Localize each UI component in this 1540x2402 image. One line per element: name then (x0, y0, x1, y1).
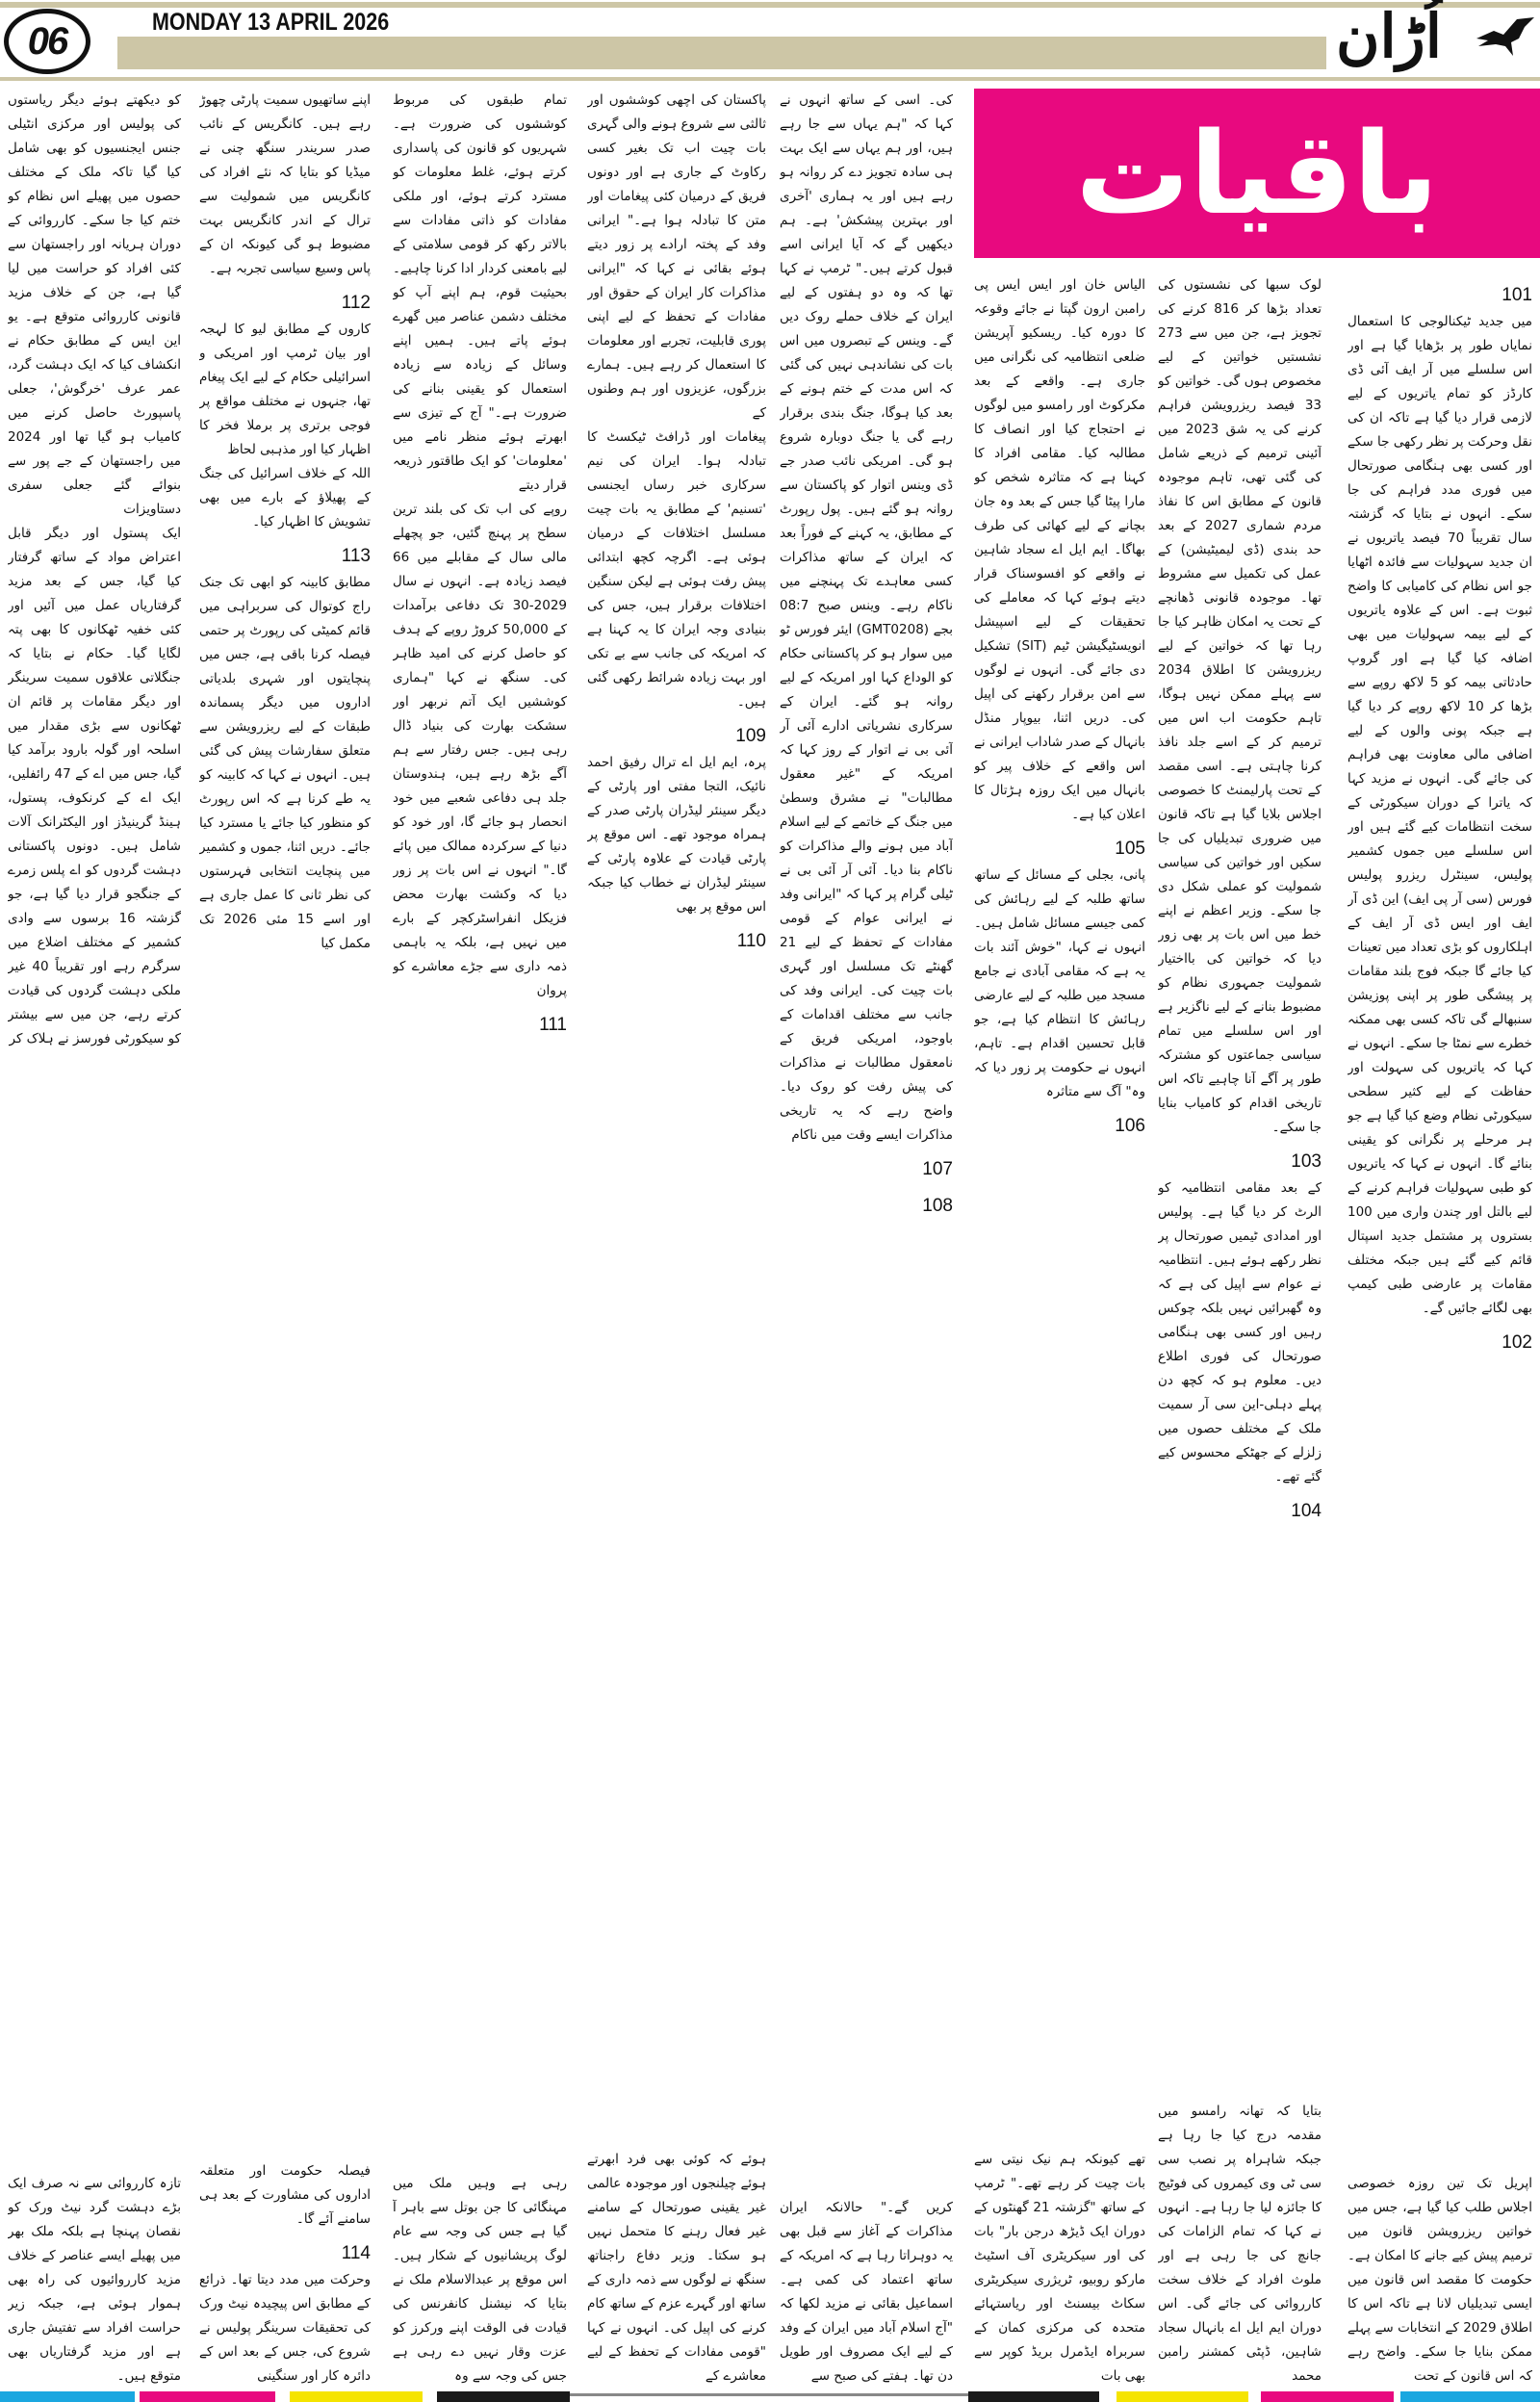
article-text: وحرکت میں مدد دیتا تھا۔ ذرائع کے مطابق اس پیچیدہ نیٹ ورک کی تحقیقات سرینگر پولیس نے شروع کی، جس کے بعد اس کے دائرہ کار اور سنگینی (199, 2272, 371, 2384)
article-text: ہوئے کہ کوئی بھی فرد ابھرتے ہوئے چیلنجوں اور موجودہ عالمی غیر یقینی صورتحال کے سامنے غیر فعال رہنے کا متحمل نہیں ہو سکتا۔ وزیر دفاع راجناتھ سنگھ نے لوگوں سے ذمہ داری کے ساتھ اور گہرے عزم کے ساتھ کام کرنے کی اپیل کی۔ انہوں نے کہا "قومی مفادات کے تحفظ کے لیے معاشرے کے (587, 2152, 766, 2384)
print-mark-line (570, 2393, 968, 2396)
column-top-stories (1348, 273, 1532, 1357)
column-bottom-stories (974, 2148, 1145, 2389)
column-bottom-stories (1348, 2172, 1532, 2389)
story-number: 106 (1115, 1116, 1145, 1136)
article-text: میں جدید ٹیکنالوجی کا استعمال نمایاں طور پر بڑھایا گیا ہے اور اس سلسلے میں آر ایف آئی ڈی کارڈز کو تمام یاتریوں کے لیے لازمی قرار دیا گیا ہے تاکہ ان کی نقل وحرکت پر نظر رکھی جا سکے اور کسی بھی ہنگامی صورتحال میں فوری مدد فراہم کی جا سکے۔ انہوں نے بتایا کہ گزشتہ سال تقریباً 70 فیصد یاتریوں نے ان جدید سہولیات سے فائدہ اٹھایا جو اس نظام کی کامیابی کا واضح ثبوت ہے۔ اس کے علاوہ یاتریوں کے لیے بیمہ سہولیات میں بھی اضافہ کیا گیا ہے اور گروپ حادثاتی بیمہ کو 5 لاکھ روپے سے بڑھا کر 10 لاکھ روپے کر دیا گیا ہے جبکہ پونی والوں کے لیے اضافی مالی معاونت بھی فراہم کی جائے گی۔ انہوں نے مزید کہا کہ یاترا کے دوران سیکورٹی کے سخت انتظامات کیے گئے ہیں اور اس سلسلے میں جموں کشمیر پولیس، سینٹرل ریزرو پولیس فورس (سی آر پی ایف) این ڈی آر ایف اور ایس ڈی آر ایف کے اہلکاروں کو بڑی تعداد میں تعینات کیا جائے گا جبکہ فوج بلند مقامات پر پیشگی طور پر اپنی پوزیشن سنبھالے گی تاکہ کسی بھی ممکنہ خطرے سے نمٹا جا سکے۔ انہوں نے کہا کہ یاتریوں کی سہولت اور حفاظت کے لیے کثیر سطحی سیکورٹی نظام وضع کیا گیا ہے جو ہر مرحلے پر نگرانی کو یقینی بنائے گا۔ انہوں نے کہا کہ یاتریوں کو طبی سہولیات فراہم کرنے کے لیے بالتل اور چندن واری میں 100 بستروں پر مشتمل جدید اسپتال قائم کیے گئے ہیں جبکہ مختلف مقامات پر عارضی طبی کیمپ بھی لگائے جائیں گے۔ (1348, 314, 1532, 1316)
article-text: کے بعد مقامی انتظامیہ کو الرٹ کر دیا گیا ہے۔ پولیس اور امدادی ٹیمیں صورتحال پر نظر رکھے ہوئے ہیں۔ انتظامیہ نے عوام سے اپیل کی ہے کہ وہ گھبرائیں نہیں بلکہ چوکس رہیں اور کسی بھی ہنگامی صورتحال کی فوری اطلاع دیں۔ معلوم ہو کہ کچھ دن پہلے دہلی-این سی آر سمیت ملک کے مختلف حصوں میں زلزلے کے جھٹکے محسوس کیے گئے تھے۔ (1158, 1180, 1322, 1485)
print-mark-cyan (0, 2391, 135, 2402)
print-mark-yellow (290, 2391, 423, 2402)
print-mark-yellow-right (1116, 2391, 1248, 2402)
story-number: 110 (736, 931, 766, 951)
article-text: اپریل تک تین روزہ خصوصی اجلاس طلب کیا گیا ہے، جس میں خواتین ریزرویشن قانون میں ترمیم پیش کیے جانے کا امکان ہے۔ حکومت کا مقصد اس قانون میں ایسی تبدیلیاں لانا ہے تاکہ اس کا اطلاق 2029 کے انتخابات سے پہلے ممکن بنایا جا سکے۔ واضح رہے کہ اس قانون کے تحت (1348, 2176, 1532, 2384)
article-text: کاروں کے مطابق لیو کا لہجہ اور بیان ٹرمپ اور امریکی و اسرائیلی حکام کے لیے ایک پیغام تھا، جنہوں نے مختلف مواقع پر فوجی برتری پر برملا فخر کا اظہار کیا اور مذہبی لحاظ (199, 322, 371, 457)
column-3 (393, 89, 567, 2389)
story-number: 107 (922, 1159, 953, 1179)
article-text: مطابق کابینہ کو ابھی تک جنک راج کوتوال کی سربراہی میں قائم کمیٹی کی رپورٹ پر حتمی فیصلہ کرنا باقی ہے، جس میں پنچایتوں اور شہری بلدیاتی اداروں میں دیگر پسماندہ طبقات کے لیے ریزرویشن سے متعلق سفارشات پیش کی گئی ہیں۔ انہوں نے کہا کہ کابینہ کو یہ طے کرنا ہے کہ اس رپورٹ کو منظور کیا جائے یا مسترد کیا جائے۔ دریں اثنا، جموں و کشمیر میں پنچایت انتخابی فہرستوں کی نظر ثانی کا عمل جاری ہے اور اسے 15 مئی 2026 تک مکمل کیا (199, 575, 371, 951)
column-top-stories (8, 89, 181, 1051)
article-text: کی۔ اسی کے ساتھ انہوں نے کہا کہ "ہم یہاں سے جا رہے ہیں، اور ہم یہاں سے ایک بہت ہی سادہ تجویز دے کر روانہ ہو رہے ہیں اور یہ ہماری 'آخری اور بہترین پیشکش' ہے۔ ہم دیکھیں گے کہ آیا ایرانی اسے قبول کرتے ہیں۔" ٹرمپ نے کہا تھا کہ وہ دو ہفتوں کے لیے ایران کے خلاف حملے روک دیں گے۔ وینس کے تبصروں میں اس بات کی نشاندہی نہیں کی گئی کہ اس مدت کے ختم ہونے کے بعد کیا ہوگا، جنگ بندی برقرار رہے گی یا جنگ دوبارہ شروع ہو گی۔ امریکی نائب صدر جے ڈی وینس اتوار کو پاکستان سے روانہ ہو گئے ہیں۔ پول رپورٹ کے مطابق، یہ کہنے کے فوراً بعد کہ ایران کے ساتھ مذاکرات کسی معاہدے تک پہنچنے میں ناکام رہے۔ وینس صبح 08:7 بجے (GMT0208) ایئر فورس ٹو میں سوار ہو کر پاکستانی حکام کو الوداع کہا اور امریکہ کے لیے روانہ ہو گئے۔ ایران کے سرکاری نشریاتی ادارے آئی آر آئی بی نے اتوار کے روز کہا کہ امریکہ کے "غیر معقول مطالبات" نے مشرق وسطیٰ میں جنگ کے خاتمے کے لیے اسلام آباد میں ہونے والے مذاکرات کو ناکام بنا دیا۔ آئی آر آئی بی نے ٹیلی گرام پر کہا کہ "ایرانی وفد نے ایرانی عوام کے قومی مفادات کے تحفظ کے لیے 21 گھنٹے تک مسلسل اور گہری بات چیت کی۔ ایرانی وفد کی جانب سے مختلف اقدامات کے باوجود، امریکی فریق کے نامعقول مطالبات نے مذاکرات کی پیش رفت کو روک دیا۔ واضح رہے کہ یہ تاریخی مذاکرات ایسے وقت میں ناکام (780, 92, 953, 1143)
story-number: 114 (341, 2243, 371, 2263)
column-bottom-stories (199, 2159, 371, 2389)
section-banner (974, 89, 1540, 258)
header-rule (0, 77, 1540, 81)
column-bottom-stories (8, 2172, 181, 2389)
story-number: 105 (1115, 839, 1145, 859)
column-top-stories (974, 273, 1145, 1141)
article-text: اللہ کے خلاف اسرائیل کی جنگ کے پھیلاؤ کے بارے میں بھی تشویش کا اظہار کیا۔ (199, 466, 371, 529)
article-text: پرہ، ایم ایل اے ترال رفیق احمد نائیک، التجا مفتی اور پارٹی کے دیگر سینئر لیڈران پارٹی صدر کے ہمراہ موجود تھے۔ اس موقع پر پارٹی قیادت کے علاوہ پارٹی کے سینئر لیڈران نے خطاب کیا جبکہ اس موقع پر بھی (587, 755, 766, 915)
story-number: 112 (341, 293, 371, 313)
story-number: 111 (539, 1015, 567, 1035)
article-text: تازہ کارروائی سے نہ صرف ایک بڑے دہشت گرد نیٹ ورک کو نقصان پہنچا ہے بلکہ ملک بھر میں پھیلے ایسے عناصر کے خلاف مزید کارروائیوں کی راہ بھی ہموار ہوئی ہے، جبکہ زیر حراست افراد سے تفتیش جاری ہے اور مزید گرفتاریاں بھی متوقع ہیں۔ (8, 2176, 181, 2384)
column-top-stories (393, 89, 567, 1040)
print-mark-black-right (968, 2391, 1099, 2402)
column-top-stories (1158, 273, 1322, 1526)
article-text: رہی ہے وہیں ملک میں مہنگائی کا جن بوتل سے باہر آ گیا ہے جس کی وجہ سے عام لوگ پریشانیوں کے شکار ہیں۔ اس موقع پر عبدالاسلام ملک نے بتایا کہ نیشنل کانفرنس کی قیادت فی الوقت اپنے ورکرز کو عزت وقار نہیں دے رہی ہے جس کی وجہ سے وہ (393, 2176, 567, 2384)
story-number: 109 (735, 726, 766, 746)
page-number: 06 (4, 9, 90, 74)
bird-icon (1475, 13, 1536, 60)
article-text: پانی، بجلی کے مسائل کے ساتھ ساتھ طلبہ کے لیے رہائش کی کمی جیسے مسائل شامل ہیں۔ انہوں نے کہا، "خوش آئند بات یہ ہے کہ مقامی آبادی نے جامع مسجد میں طلبہ کے لیے عارضی رہائش کا انتظام کیا ہے، جو قابل تحسین اقدام ہے۔ تاہم، انہوں نے حکومت پر زور دیا کہ وہ" آگ سے متاثرہ (974, 867, 1145, 1099)
article-text: فیصلہ حکومت اور متعلقہ اداروں کی مشاورت کے بعد ہی سامنے آئے گا۔ (199, 2163, 371, 2227)
article-text: لوک سبھا کی نشستوں کی تعداد بڑھا کر 816 کرنے کی تجویز ہے، جن میں سے 273 نشستیں خواتین کے لیے مخصوص ہوں گی۔ خواتین کو 33 فیصد ریزرویشن فراہم کرنے کی یہ شق 2023 میں آئینی ترمیم کے ذریعے شامل کی گئی تھی، تاہم موجودہ قانون کے مطابق اس کا نفاذ مردم شماری 2027 کے بعد حد بندی (ڈی لیمیٹیشن) کے عمل کی تکمیل سے مشروط تھا۔ موجودہ قانونی ڈھانچے کے تحت یہ امکان ظاہر کیا جا رہا تھا کہ خواتین کے لیے ریزرویشن کا اطلاق 2034 سے پہلے ممکن نہیں ہوگا، تاہم حکومت اب اس میں ترمیم کر کے اسے جلد نافذ کرنا چاہتی ہے۔ اسی مقصد کے تحت پارلیمنٹ کا خصوصی اجلاس بلایا گیا ہے تاکہ قانون میں ضروری تبدیلیاں کی جا سکیں اور خواتین کی سیاسی شمولیت کو عملی شکل دی جا سکے۔ وزیر اعظم نے اپنے خط میں اس بات پر بھی زور دیا کہ خواتین کی بااختیار شمولیت جمہوری نظام کو مضبوط بنانے کے لیے ناگزیر ہے اور اس سلسلے میں تمام سیاسی جماعتوں کو مشترکہ طور پر آگے آنا چاہیے تاکہ اس تاریخی اقدام کو کامیاب بنایا جا سکے۔ (1158, 277, 1322, 1135)
article-text: کریں گے۔" حالانکہ ایران مذاکرات کے آغاز سے قبل بھی یہ دوہراتا رہا ہے کہ امریکہ کے ساتھ اعتماد کی کمی ہے۔ اسماعیل بقائی نے مزید لکھا کہ "آج اسلام آباد میں ایران کے وفد کے لیے ایک مصروف اور طویل دن تھا۔ ہفتے کی صبح سے (780, 2200, 953, 2384)
masthead-logo (1336, 1, 1538, 77)
story-number: 102 (1502, 1332, 1532, 1353)
story-number: 108 (922, 1196, 953, 1216)
column-7 (1158, 273, 1322, 2389)
article-text: روپے کی اب تک کی بلند ترین سطح پر پہنچ گئیں، جو پچھلے مالی سال کے مقابلے میں 66 فیصد زیادہ ہے۔ انہوں نے سال 2029-30 تک دفاعی برآمدات کے 50,000 کروڑ روپے کے ہدف کو حاصل کرنے کی امید ظاہر کی۔ سنگھ نے کہا "ہماری کوششیں ایک آتم نربھر اور سشکت بھارت کی بنیاد ڈال رہی ہیں۔ جس رفتار سے ہم آگے بڑھ رہے ہیں، ہندوستان جلد ہی دفاعی شعبے میں خود انحصار ہو جائے گا، اور خود کو دنیا کے سرکردہ ممالک میں پائے گا۔" انہوں نے اس بات پر زور دیا کہ وکشت بھارت محض فزیکل انفراسٹرکچر کے بارے میں نہیں ہے، بلکہ یہ باہمی ذمہ داری سے جڑے معاشرے کو پروان (393, 502, 567, 998)
column-8 (1348, 273, 1532, 2389)
column-bottom-stories (393, 2172, 567, 2389)
column-top-stories (780, 89, 953, 1221)
story-number: 101 (1502, 285, 1532, 305)
column-bottom-stories (1158, 2100, 1322, 2389)
story-number: 103 (1291, 1151, 1322, 1172)
story-number: 113 (341, 546, 371, 566)
column-1 (8, 89, 181, 2389)
article-text: تھے کیونکہ ہم نیک نیتی سے بات چیت کر رہے تھے۔" ٹرمپ کے ساتھ "گزشتہ 21 گھنٹوں کے دوران ایک ڈیڑھ درجن بار" بات کی اور سیکریٹری آف اسٹیٹ مارکو روبیو، ٹریژری سیکریٹری سکاٹ بیسنٹ اور ریاستہائے متحدہ کی مرکزی کمان کے سربراہ ایڈمرل بریڈ کوپر سے بھی بات (974, 2152, 1145, 2384)
column-4 (587, 89, 766, 2389)
column-2 (199, 89, 371, 2389)
print-mark-black (437, 2391, 570, 2402)
article-text: بتایا کہ تھانہ رامسو میں مقدمہ درج کیا جا رہا ہے جبکہ شاہراہ پر نصب سی سی ٹی وی کیمروں کی فوٹیج کا جائزہ لیا جا رہا ہے۔ انہوں نے کہا کہ تمام الزامات کی جانچ کی جا رہی ہے اور ملوث افراد کے خلاف سخت کارروائی کی جائے گی۔ اس دوران ایم ایل اے بانہال سجاد شاہین، ڈپٹی کمشنر رامبن محمد (1158, 2104, 1322, 2384)
article-text: پیغامات اور ڈرافٹ ٹیکسٹ کا تبادلہ ہوا۔ ایران کی نیم سرکاری خبر رساں ایجنسی 'تسنیم' کے مطابق یہ بات چیت مسلسل اختلافات کے درمیان ہوئی ہے۔ اگرچہ کچھ ابتدائی پیش رفت ہوئی ہے لیکن سنگین اختلافات برقرار ہیں، جس کی بنیادی وجہ ایران کا یہ کہنا ہے کہ امریکہ کی جانب سے بے تکی اور بہت زیادہ شرائط رکھی گئی ہیں۔ (587, 429, 766, 710)
article-text: تمام طبقوں کی مربوط کوششوں کی ضرورت ہے۔ شہریوں کو قانون کی پاسداری کرتے ہوئے، غلط معلومات کو مسترد کرتے ہوئے، اور ملکی مفادات کو ذاتی مفادات سے بالاتر رکھ کر قومی سلامتی کے لیے بامعنی کردار ادا کرنا چاہیے۔ بحیثیت قوم، ہم اپنے آپ کو مختلف دشمن عناصر میں گھرے ہوئے پاتے ہیں۔ ہمیں اپنے وسائل کے زیادہ سے زیادہ استعمال کو یقینی بنانے کی ضرورت ہے۔" آج کے تیزی سے ابھرتے ہوئے منظر نامے میں 'معلومات' کو ایک طاقتور ذریعہ قرار دیتے (393, 92, 567, 493)
header-bar (117, 37, 1326, 69)
column-bottom-stories (780, 2196, 953, 2389)
print-mark-cyan-right (1400, 2391, 1540, 2402)
article-text: پاکستان کی اچھی کوششوں اور ثالثی سے شروع ہونے والی گہری بات چیت اب تک بغیر کسی رکاوٹ کے جاری ہے اور دونوں فریق کے درمیان کئی پیغامات اور متن کا تبادلہ ہوا ہے۔" ایرانی وفد کے پختہ ارادے پر زور دیتے ہوئے بقائی نے کہا کہ "ایرانی مذاکرات کار ایران کے حقوق اور مفادات کے تحفظ کے لیے اپنی پوری قابلیت، تجربے اور معلومات کا استعمال کر رہے ہیں۔ ہمارے بزرگوں، عزیزوں اور ہم وطنوں کے (587, 92, 766, 421)
column-5 (780, 89, 953, 2389)
column-6 (974, 273, 1145, 2389)
column-top-stories (199, 89, 371, 956)
story-number: 104 (1291, 1501, 1322, 1521)
article-text: اپنے ساتھیوں سمیت پارٹی چھوڑ رہے ہیں۔ کانگریس کے نائب صدر سریندر سنگھ چنی نے میڈیا کو بتایا کہ نئے افراد کی کانگریس میں شمولیت سے ترال کے اندر کانگریس بہت مضبوط ہو گی کیونکہ ان کے پاس وسیع سیاسی تجربہ ہے۔ (199, 92, 371, 276)
article-text: ایک پستول اور دیگر قابل اعتراض مواد کے ساتھ گرفتار کیا گیا، جس کے بعد مزید گرفتاریاں عمل میں آئیں اور کئی خفیہ ٹھکانوں کا بھی پتہ لگایا گیا۔ حکام نے بتایا کہ جنگلاتی علاقوں سمیت سرینگر اور دیگر مقامات پر قائم ان ٹھکانوں سے بڑی مقدار میں اسلحہ اور گولہ بارود برآمد کیا گیا، جس میں اے کے 47 رائفلیں، ایک اے کے کرنکوف، پستول، ہینڈ گرینیڈز اور الیکٹرانک آلات شامل ہیں۔ دونوں پاکستانی دہشت گردوں کو اے پلس زمرے کے جنگجو قرار دیا گیا ہے، جو گزشتہ 16 برسوں سے وادی کشمیر کے مختلف اضلاع میں سرگرم رہے اور تقریباً 40 غیر ملکی دہشت گردوں کی قیادت کرتے رہے، جن میں سے بیشتر کو سیکورٹی فورسز نے ہلاک کر (8, 526, 181, 1046)
logo-wordmark: اُڑان (1336, 1, 1442, 71)
print-mark-magenta (140, 2391, 275, 2402)
print-mark-magenta-right (1261, 2391, 1394, 2402)
article-text: کو دیکھتے ہوئے دیگر ریاستوں کی پولیس اور مرکزی انٹیلی جنس ایجنسیوں کو بھی شامل کیا گیا تاکہ ملک کے مختلف حصوں میں پھیلے اس نظام کو ختم کیا جا سکے۔ کارروائی کے دوران ہریانہ اور راجستھان سے کئی افراد کو حراست میں لیا گیا ہے، جن کے خلاف مزید قانونی کارروائی متوقع ہے۔ یو این ایس کے مطابق حکام نے انکشاف کیا کہ ایک دہشت گرد، عمر عرف 'خرگوش'، جعلی پاسپورٹ حاصل کرنے میں کامیاب ہو گیا تھا اور 2024 میں راجستھان کے جے پور سے بنوائے گئے جعلی سفری دستاویزات (8, 92, 181, 517)
column-bottom-stories (587, 2148, 766, 2389)
section-title: باقیات (1075, 107, 1439, 240)
article-text: الیاس خان اور ایس ایس پی رامبن ارون گپتا نے جائے وقوعہ کا دورہ کیا۔ ریسکیو آپریشن ضلعی انتظامیہ کی نگرانی میں جاری ہے۔ واقعے کے بعد مکرکوٹ اور رامسو میں لوگوں نے احتجاج کیا اور انصاف کا مطالبہ کیا۔ مقامی افراد کا کہنا ہے کہ متاثرہ شخص کو مارا پیٹا گیا جس کے بعد وہ جان بچانے کے لیے کھائی کی طرف بھاگا۔ ایم ایل اے سجاد شاہین نے واقعے کو افسوسناک قرار دیتے ہوئے کہا کہ معاملے کی تحقیقات کے لیے اسپیشل انویسٹیگیشن ٹیم (SIT) تشکیل دی جائے گی۔ انہوں نے لوگوں سے امن برقرار رکھنے کی اپیل کی۔ دریں اثنا، بیوپار منڈل بانہال کے صدر شاداب ایرانی نے اس واقعے کے خلاف پیر کو بانہال میں ایک روزہ ہڑتال کا اعلان کیا ہے۔ (974, 277, 1145, 822)
column-top-stories (587, 89, 766, 956)
issue-date: MONDAY 13 APRIL 2026 (152, 9, 390, 36)
top-rule (0, 2, 1540, 8)
